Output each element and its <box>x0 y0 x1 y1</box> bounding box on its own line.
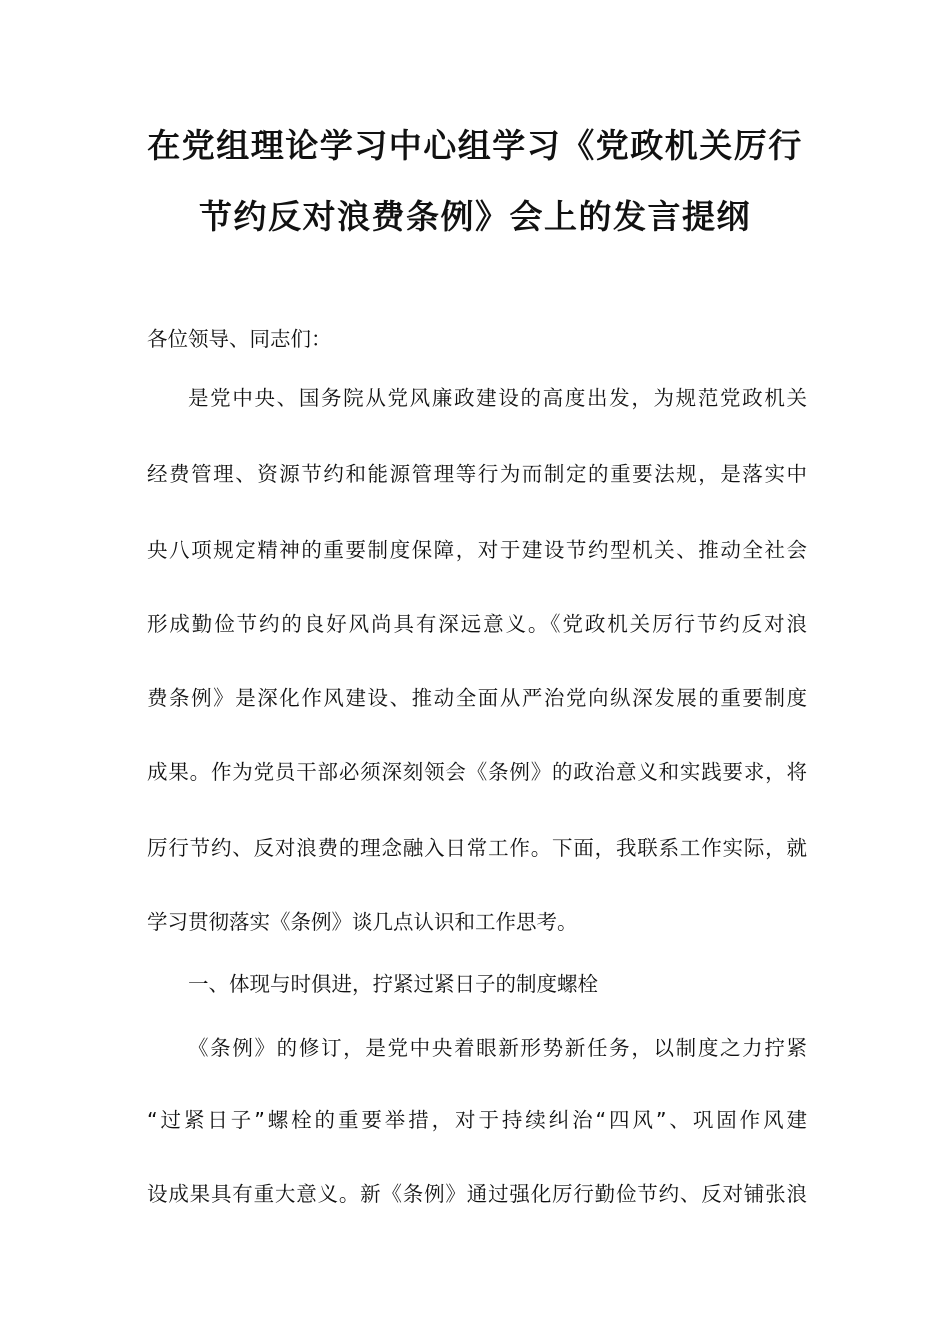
salutation: 各位领导、同志们： <box>147 327 332 351</box>
body-line: 成果。作为党员干部必须深刻领会《条例》的政治意义和实践要求，将 <box>147 760 807 784</box>
section-line: 设成果具有重大意义。新《条例》通过强化厉行勤俭节约、反对铺张浪 <box>147 1182 807 1206</box>
section-line: 《条例》的修订，是党中央着眼新形势新任务，以制度之力拧紧 <box>188 1036 807 1060</box>
document-title-line-1: 在党组理论学习中心组学习《党政机关厉行 <box>147 126 803 165</box>
body-line: 厉行节约、反对浪费的理念融入日常工作。下面，我联系工作实际，就 <box>147 836 807 860</box>
document-title-line-2: 节约反对浪费条例》会上的发言提纲 <box>199 197 751 236</box>
body-line: 经费管理、资源节约和能源管理等行为而制定的重要法规，是落实中 <box>147 462 807 486</box>
section-line: “过紧日子”螺栓的重要举措，对于持续纠治“四风”、巩固作风建 <box>147 1108 807 1132</box>
body-line: 形成勤俭节约的良好风尚具有深远意义。《党政机关厉行节约反对浪 <box>147 612 807 636</box>
body-line: 学习贯彻落实《条例》谈几点认识和工作思考。 <box>147 910 578 934</box>
section-heading: 一、体现与时俱进，拧紧过紧日子的制度螺栓 <box>188 972 598 996</box>
body-line: 是党中央、国务院从党风廉政建设的高度出发，为规范党政机关 <box>188 386 807 410</box>
body-line: 央八项规定精神的重要制度保障，对于建设节约型机关、推动全社会 <box>147 538 807 562</box>
body-line: 费条例》是深化作风建设、推动全面从严治党向纵深发展的重要制度 <box>147 686 807 710</box>
